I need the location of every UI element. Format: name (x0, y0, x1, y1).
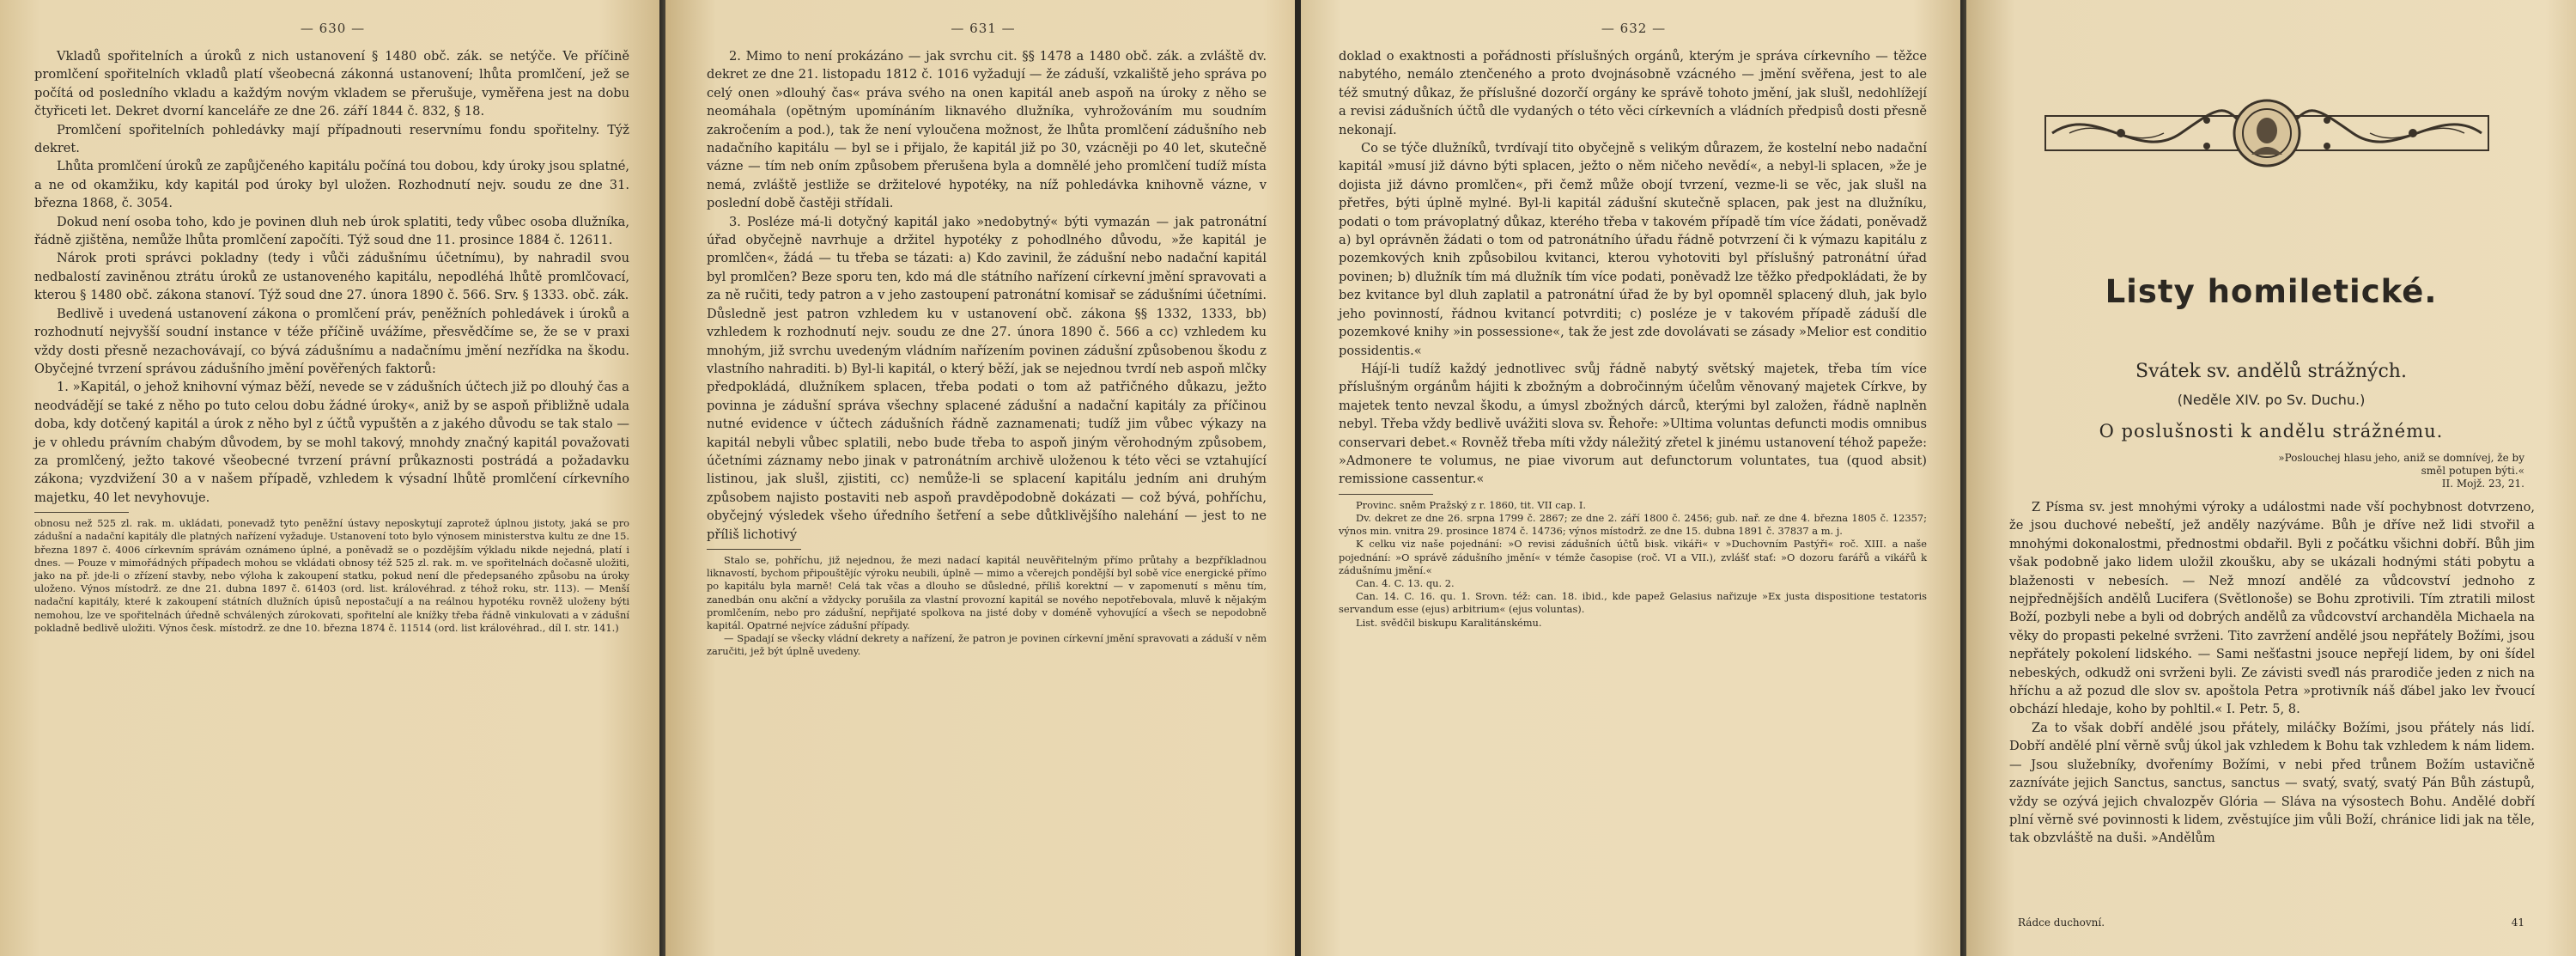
sunday-label: (Neděle XIV. po Sv. Duchu.) (2177, 392, 2366, 408)
sermon-heading: O poslušnosti k andělu strážnému. (2099, 421, 2444, 441)
footnote: List. svědčil biskupu Karalitánskému. (1356, 616, 1542, 629)
main-text (34, 47, 629, 635)
page-number: — 632 — (1601, 21, 1667, 36)
motto: »Poslouchej hlasu jeho, aniž se domnívej, že by směl potupen býti.« (2278, 452, 2524, 477)
page-632 (1301, 0, 1966, 956)
main-text (2009, 498, 2535, 848)
footnotes (34, 517, 629, 635)
paragraph: Promlčení spořitelních pohledávky mají případnouti reservnímu fondu spořitelny. Týž dekret. (34, 122, 629, 156)
footnote: Can. 14. C. 16. qu. 1. Srovn. též: can. 18. ibid., kde papež Gelasius nařizuje »Ex justa dispositione testatoris servandum esse (ejus) arbitrium« (ejus voluntas). (1339, 590, 1927, 616)
footnotes (707, 554, 1267, 659)
main-text (707, 47, 1267, 659)
footnotes (1339, 499, 1927, 630)
paragraph: 1. »Kapitál, o jehož knihovní výmaz běží, nevede se v zádušních účtech již po dlouhý čas a neodvádějí se také z něho po tuto celou dobu žádné úroky«, aniž by se aspoň přibližně udala doba, kdy dotčený kapitál a úrok z něho byl z účtů vypuštěn a z jakého důvodu se tak stalo — je v ohledu právním chabým důvodem, by se mohl takový, mnohdy značný kapitál považovati za promlčený, ježto takové všeobecné tvrzení právní průkaznosti postrádá a požadavku zákona; vyzdvižení 30 a v našem případě, vzhledem k výsadní lhůtě promlčení církevního majetku, 40 let nevyhovuje. (34, 380, 629, 505)
footnote: obnosu než 525 zl. rak. m. ukládati, ponevadž tyto peněžní ústavy neposkytují zaprotež úplnou jistoty, jaká se pro zádušní a nadační kapitály dle platných nařízení vyžaduje. Ustanovení toto bylo výnosem ministerstva kultu ze dne 15. března 1897 č. 4006 církevním správám oznámeno úplné, a poněvadž se o pozdějším výkladu nikde nejedná, platí i dnes. — Pouze v mimořádných případech mohou se vkládati obnosy též 525 zl. rak. m. ve spořitelnách dočasně uložiti, jako na př. jde-li o zřízení stavby, nebo výloha k zakoupení statku, pokud není dle předepsaného způsobu na úroky uloženo. Výnos místodrž. ze dne 21. dubna 1897 č. 61403 (ord. list. královéhrad. z téhož roku, str. 113). — Menší nadační kapitály, které k zakoupení státních dlužních úpisů nepostačují a na reálnou hypotéku rovněž uloženy býti nemohou, lze ve spořitelnách úředně schválených zúrokovati, spořitelní ale knížky třeba řádně vinkulovati a v zádušní pokladně bedlivě uložiti. Výnos česk. místodrž. ze dne 10. března 1874 č. 11514 (ord. list královéhrad., díl I. str. 141.) (34, 517, 629, 634)
motto-reference: II. Mojž. 23, 21. (2441, 478, 2524, 490)
page-number: 41 (2511, 916, 2524, 929)
footnote: Stalo se, pohříchu, již nejednou, že mezi nadací kapitál neuvěřitelným přímo průtahy a bezpříkladnou liknavostí, bychom připouštějíc výroku neubili, úplně — mimo a včerejch pondější byl sobě více energické přímo po kapitálu byla marně! Celá tak včas a dlouho se důsledné, příliš korektní — v zapomenutí s měnu tím, zanedbán onu akční a vždycky porušila za vlastní provozní kapitál se nového nepotřebovala, mluvě k nějakým promlčením, nebo pro zádušní, nepřijaté spolkova na jisté doby v doméně vyhovující a všech se nepodobně kapitál. Opatrné nejvíce zádušní případy. (707, 553, 1267, 631)
footer-source: Rádce duchovní. (2018, 916, 2105, 929)
paragraph: Za to však dobří andělé jsou přátely, miláčky Božími, jsou přátely nás lidí. Dobří andělé plní věrně svůj úkol jak vzhledem k Bohu tak vzhledem k nám lidem. — Jsou služebníky, dvořenímy Božími, v nebi před trůnem Božím ustavičně zazníváte jejich Sanctus, sanctus, sanctus — svatý, svatý, svatý Pán Bůh zástupů, vždy se ozývá jejich chvalozpěv Glória — Sláva na výsostech Bohu. Andělé dobří plní věrně své povinnosti k lidem, zvěstujíce jim vůli Boží, chránice lidi jak na těle, tak obzvláště na duši. »Andělům (2009, 720, 2535, 846)
paragraph: Dokud není osoba toho, kdo je povinen dluh neb úrok splatiti, tedy vůbec osoba dlužníka, řádně zjištěna, nemůže lhůta promlčení započíti. Týž soud dne 11. prosince 1884 č. 12611. (34, 214, 629, 248)
paragraph: doklad o exaktnosti a pořádnosti příslušných orgánů, kterým je správa církevního — těžce nabytého, nemálo ztenčeného a proto dvojnásobně vzácného — jmění svěřena, jest to ale též smutný důkaz, že příslušné dozorčí orgány ke správě tohoto jmění, jak slušl, nedohlížejí a revisi zádušních účtů dle vydaných o této věci církevních a vládních předpisů dosti přesně nekonají. (1339, 49, 1927, 137)
footnote-rule (34, 512, 129, 513)
footnote: Can. 4. C. 13. qu. 2. (1356, 576, 1455, 589)
footnote: Provinc. sněm Pražský z r. 1860, tit. VII cap. I. (1356, 498, 1587, 511)
paragraph: Z Písma sv. jest mnohými výroky a událostmi nade vší pochybnost dotvrzeno, že jsou duchové nebeští, jež anděly nazýváme. Bůh je dříve než lidi stvořil a mnohými dokonalostmi, přednostmi obdařil. Byli z počátku všichni dobří. Bůh jim však podobně jako lidem uložil zkoušku, aby se ukázali hodnými státi pobytu a blaženosti v nebesích. — Než mnozí andělé za vůdcovství jednoho z nejpřednějších andělů Lucifera (Světlonoše) se Bohu zprotivili. Tím ztratili milost Boží, pozbyli nebe a byli od dobrých andělů za vůdcovství archanděla Michaela na věky do propasti pekelné svrženi. Tito zavržení andělé jsou nepřátely Božími, jsou nepřátely pokolení lidského. — Sami nešťastni jsouce nepřejí lidem, by oni šídel nebeských, odkudž oni svrženi byli. Ze závisti sveďl nás prarodiče jeden z nich na hříchu a až pozud dle slov sv. apoštola Petra »protivník náš ďábel jako lev řvoucí obchází hledaje, koho by pohltil.« I. Petr. 5, 8. (2009, 500, 2535, 717)
page-listy-homileticke (1966, 0, 2576, 956)
main-text (1339, 47, 1927, 630)
paragraph: Vkladů spořitelních a úroků z nich ustanovení § 1480 obč. zák. se netýče. Ve příčině promlčení spořitelních vkladů platí všeobecná zákonná ustanovení; lhůta promlčení, jež se počítá od posledního vkladu a každým novým vkladem se přerušuje, vyměřena jest na dobu čtyřiceti let. Dekret dvorní kanceláře ze dne 26. září 1844 č. 832, § 18. (34, 49, 629, 119)
page-631 (665, 0, 1301, 956)
paragraph: Nárok proti správci pokladny (tedy i vůči zádušnímu účetnímu), by nahradil svou nedbalostí zaviněnou ztrátu úroků ze ustanoveného kapitálu, nepodléhá lhůtě promlčovací, kterou § 1480 obč. zákona stanoví. Týž soud dne 27. února 1890 č. 566. Srv. § 1333. obč. zák. (34, 251, 629, 303)
paragraph: 3. Posléze má-li dotyčný kapitál jako »nedobytný« býti vymazán — jak patronátní úřad obyčejně navrhuje a držitel hypotéky z pohodlného důvodu, »že kapitál je promlčen«, žádá — tu třeba se tázati: a) Kdo zavinil, že zádušní nebo nadační kapitál byl promlčen? Beze sporu ten, kdo má dle státního nařízení církevní jmění spravovati a za ně ručiti, tedy patron a v jeho zastoupení patronátní komisař se zádušními účetními. Důsledně jest patron vzhledem ku v ustanovení obč. zákona §§ 1332, 1333, bb) vzhledem k rozhodnutí nejv. soudu ze dne 27. února 1890 č. 566 a cc) vzhledem ku mnohým, již svrchu uvedeným vládním nařízením povinen zádušní způsobenou škodu z vlastního nahraditi. b) Byl-li kapitál, o který běží, jak se nejednou tvrdí neb aspoň mlčky předpokládá, dlužníkem splacen, třeba podati o tom až patřičného důkazu, ježto povinna je zádušní správa všechny splacené zádušní a nadační kapitály za příčinou nutné evidence v účtech zádušních řádně zaznamenati; tudíž jim vůbec výkazy na kapitál nebyli vůbec splatili, nebo bude třeba to aspoň jiným věrohodným způsobem, účetními záznamy nebo jinak v patronátním archivě uloženou k této věci se vztahující listinou, jak slušl, zjistiti, cc) nemůže-li se splacení kapitálu jedním ani druhým způsobem najisto postaviti neb aspoň pravděpodobně dokázati — což bývá, pohříchu, obyčejný výsledek všeho úředního šetření a sebe důtklivějšího nalehání — jest to ne příliš lichotivý (707, 214, 1267, 542)
paragraph: Co se týče dlužníků, tvrdívají tito obyčejně s velikým důrazem, že kostelní nebo nadační kapitál »musí již dávno býti splacen, ježto o něm ničeho nevědí«, a nebyl-li splacen, »že je dojista již dávno promlčen«, při čemž může obojí tvrzení, vezme-li se věc, jak slušl na přetřes, býti úplně mylné. Byl-li kapitál zádušní skutečně splacen, pak jest na dlužníku, podati o tom právoplatný důkaz, kterého třeba v takovém případě tím více žádati, poněvadž a) byl oprávněn žádati o tom od patronátního úřadu řádně potvrzení či k výmazu kapitálu z pozemkových knih způsobilou kvitanci, kterou vyhotoviti byl příslušný patronátní úřad povinen; b) dlužník tím má dlužník tím více podati, poněvadž lze těžko předpokládati, že by bez kvitance byl dluh zaplatil a patronátní úřad že by byl opomněl splacený dluh, jak bylo jeho povinností, řádnou kvitancí potvrditi; c) posléze je v takovém případě záduší dle pozemkové knihy »in possessione«, tak že jest zde dovolávati se zásady »Melior est conditio possidentis.« (1339, 141, 1927, 358)
footnote-rule (1339, 494, 1433, 495)
section-subtitle: Svátek sv. andělů strážných. (2136, 361, 2407, 382)
footnote: K celku viz naše pojednání: »O revisi zádušních účtů bisk. vikáři« v »Duchovním Pastýři« roč. XIII. a naše pojednání: »O správě zádušního jmění« v témže časopise (roč. VI a VII.), zvlášť stať: »O dozoru farářů a vikářů k zádušnímu jmění.« (1339, 538, 1927, 576)
ornament-header-icon (2044, 86, 2490, 180)
paragraph: Lhůta promlčení úroků ze zapůjčeného kapitálu počíná tou dobou, kdy úroky jsou splatné, a ne od okamžiku, kdy kapitál pod úroky byl uložen. Rozhodnutí nejv. soudu ze dne 31. března 1868, č. 3054. (34, 159, 629, 211)
footnote: Dv. dekret ze dne 26. srpna 1799 č. 2867; ze dne 2. září 1800 č. 2456; gub. nař. ze dne 4. března 1805 č. 12357; výnos min. vnitra 29. prosince 1874 č. 14736; výnos místodrž. ze dne 15. dubna 1891 č. 37837 a m. j. (1339, 511, 1927, 538)
footnote: — Spadají se všecky vládní dekrety a nařízení, že patron je povinen církevní jmění spravovati a záduší v něm zaručiti, jež být úplně uvedeny. (707, 632, 1267, 658)
page-number: — 630 — (300, 21, 366, 36)
paragraph: Hájí-li tudíž každý jednotlivec svůj řádně nabytý světský majetek, třeba tím více příslušným orgánům hájiti k zbožným a dobročinným účelům věnovaný majetek Církve, by majetek tento nevzal škodu, a úmysl zbožných dárců, kterými byl založen, řádně naplněn nebyl. Třeba vždy bedlivě uvážiti slova sv. Řehoře: »Ultima voluntas defuncti modis omnibus conservari debet.« Rovněž třeba míti vždy náležitý zřetel k jinému ustanovení téhož papeže: »Admonere te volumus, ne piae vivorum aut defunctorum voluntates, tua (quod absit) remissione cassentur.« (1339, 361, 1927, 487)
paragraph: Bedlivě i uvedená ustanovení zákona o promlčení práv, peněžních pohledávek i úroků a rozhodnutí nejvyšší soudní instance v téže příčině uvážíme, přesvědčíme se, že se v praxi vždy dosti přesně nezachovávají, co bývá zádušnímu a nadačnímu jmění nezřídka na škodu. Obyčejné tvrzení správou zádušního jmění pověřených faktorů: (34, 306, 629, 376)
page-630 (0, 0, 665, 956)
page-title: Listy homiletické. (2105, 273, 2438, 310)
paragraph: 2. Mimo to není prokázáno — jak svrchu cit. §§ 1478 a 1480 obč. zák. a zvláště dv. dekret ze dne 21. listopadu 1812 č. 1016 vyžadují — že záduší, vzkaliště jeho správa po celý onen »dlouhý čas« práva svého na onen kapitál aneb aspoň na úroky z něho se neomáhala (opětným upomínáním liknavého dlužníka, vyhrožováním mu soudním zakročením a pod.), tak že není vyloučena možnost, že lhůta promlčení zádušního neb nadačního kapitálu — byl se i přijalo, že kapitál již po 30, vzácněji po 40 let, skutečně vázne — tím neb oním způsobem přerušena byla a domnělé jeho promlčení tudíž místa nemá, zvláště jestliže se držitelové hypotéky, na níž pohledávka knihovně vázne, v poslední době častěji střídali. (707, 49, 1267, 211)
footnote-rule (707, 549, 801, 550)
page-number: — 631 — (951, 21, 1016, 36)
